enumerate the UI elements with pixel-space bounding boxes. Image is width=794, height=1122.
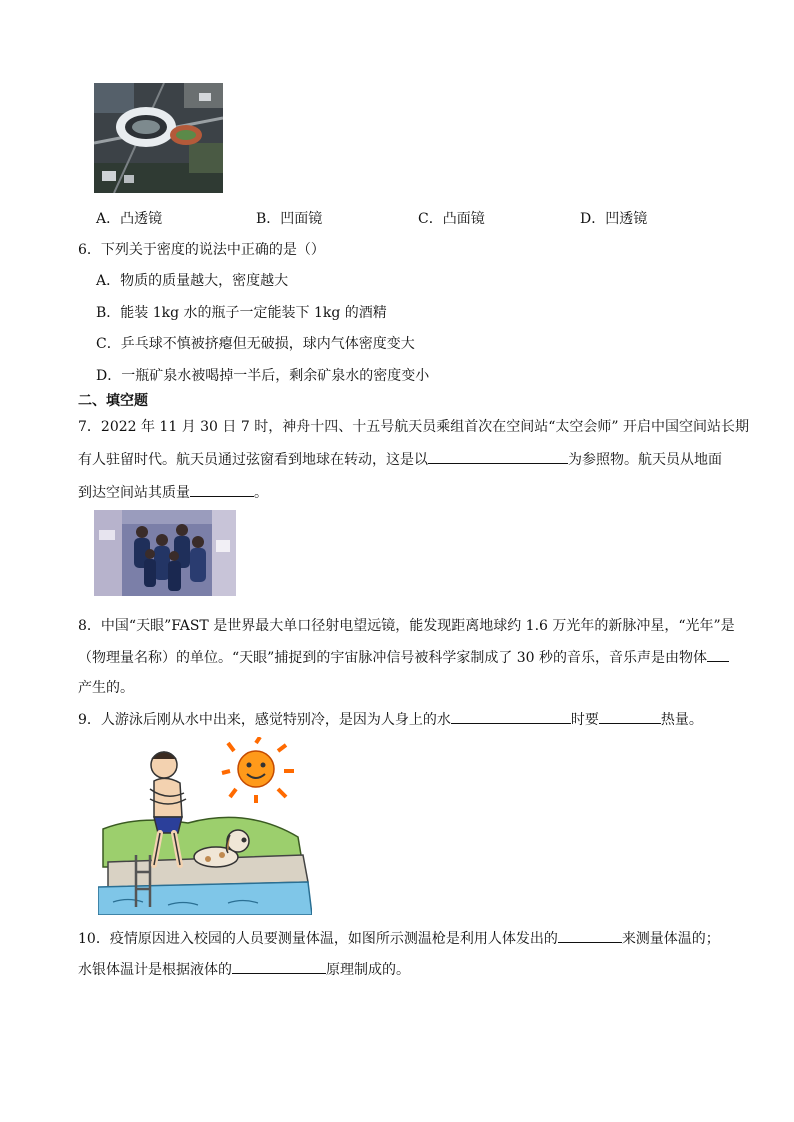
q5-option-b: B．凹面镜 (256, 211, 323, 227)
q7-line2 (78, 448, 722, 469)
q8-line3: 产生的。 (78, 680, 134, 696)
q10-answer-blank-1[interactable] (558, 927, 622, 943)
q10-line2 (78, 958, 410, 979)
q9-line (78, 708, 703, 729)
q5-option-a: A．凸透镜 (96, 211, 163, 227)
q9-text: 热量。 (660, 712, 703, 728)
q6-option-a: A．物质的质量越大，密度越大 (96, 273, 289, 289)
q10-line1 (78, 927, 720, 948)
q7-line1: 7．2022 年 11 月 30 日 7 时，神舟十四、十五号航天员乘组首次在空间站“太空会师” 开启中国空间站长期 (78, 419, 749, 435)
q7-text: 。 (254, 485, 268, 501)
swimmer-cartoon (98, 737, 312, 915)
q6-option-b: B．能装 1kg 水的瓶子一定能装下 1kg 的酒精 (96, 305, 387, 321)
q10-text: 水银体温计是根据液体的 (78, 962, 232, 978)
q7-answer-blank-1[interactable] (428, 448, 568, 464)
q10-text: 原理制成的。 (326, 962, 410, 978)
q9-answer-blank-1[interactable] (451, 708, 571, 724)
section-title: 二、填空题 (78, 393, 148, 409)
q9-answer-blank-2[interactable] (599, 708, 661, 724)
q9-text: 时要 (570, 712, 599, 728)
q10-text: 来测量体温的； (621, 931, 720, 947)
q7-answer-blank-2[interactable] (190, 481, 254, 497)
q10-text: 10．疫情原因进入校园的人员要测量体温，如图所示测温枪是利用人体发出的 (78, 931, 558, 947)
q9-text: 9．人游泳后刚从水中出来，感觉特别冷，是因为人身上的水 (78, 712, 451, 728)
q6-stem: 6．下列关于密度的说法中正确的是（） (78, 242, 325, 258)
q6-option-c: C．乒乓球不慎被挤瘪但无破损，球内气体密度变大 (96, 336, 415, 352)
q7-text: 到达空间站其质量 (78, 485, 190, 501)
q8-line2 (78, 646, 729, 667)
q5-option-d: D．凹透镜 (580, 211, 648, 227)
q6-option-d: D．一瓶矿泉水被喝掉一半后，剩余矿泉水的密度变小 (96, 368, 430, 384)
q7-text: 为参照物。航天员从地面 (568, 452, 722, 468)
q8-text: （物理量名称）的单位。“天眼”捕捉到的宇宙脉冲信号被科学家制成了 30 秒的音乐，音乐声是由物体 (78, 650, 708, 666)
q5-option-c: C．凸面镜 (418, 211, 485, 227)
q8-line1: 8．中国“天眼”FAST 是世界最大单口径射电望远镜，能发现距离地球约 1.6 万光年的新脉冲星，“光年”是 (78, 618, 735, 634)
q7-text: 有人驻留时代。航天员通过弦窗看到地球在转动，这是以 (78, 452, 428, 468)
q8-answer-blank[interactable] (707, 646, 729, 662)
q10-answer-blank-2[interactable] (232, 958, 326, 974)
astronauts-photo (94, 510, 236, 596)
stadium-aerial-photo (94, 83, 223, 193)
q7-line3 (78, 481, 268, 502)
